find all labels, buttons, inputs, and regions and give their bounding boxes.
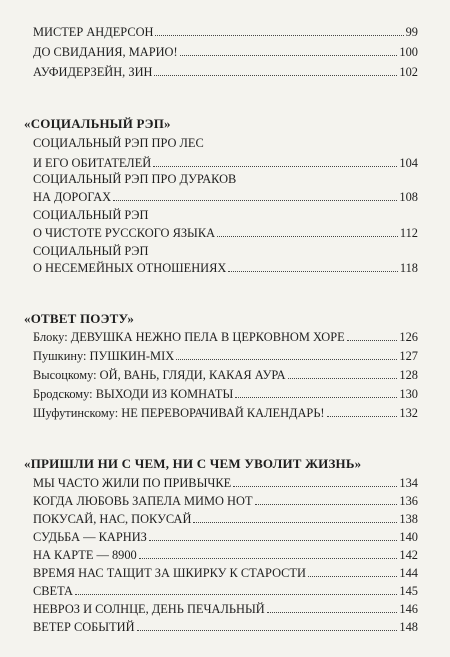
dot-leader <box>180 55 398 56</box>
toc-entry[interactable] <box>33 23 418 39</box>
dot-leader <box>154 75 397 76</box>
toc-entry[interactable] <box>33 618 418 634</box>
entry-page: 126 <box>399 330 418 344</box>
entry-page: 99 <box>405 25 418 39</box>
toc-entry[interactable] <box>33 404 418 420</box>
entry-page: 145 <box>399 584 418 598</box>
entry-page: 148 <box>399 620 418 634</box>
dot-leader <box>267 612 398 613</box>
entry-title: Блоку: ДЕВУШКА НЕЖНО ПЕЛА В ЦЕРКОВНОМ ХОРЕ <box>33 330 345 344</box>
toc-entry[interactable] <box>33 242 418 258</box>
dot-leader <box>153 166 397 167</box>
entry-title: СВЕТА <box>33 584 73 598</box>
entry-title: Пушкину: ПУШКИН-MIX <box>33 349 175 363</box>
entry-page: 132 <box>399 406 418 420</box>
dot-leader <box>149 540 398 541</box>
entry-title: Бродскому: ВЫХОДИ ИЗ КОМНАТЫ <box>33 387 234 401</box>
dot-leader <box>327 416 398 417</box>
toc-entry[interactable] <box>33 366 418 382</box>
dot-leader <box>235 397 397 398</box>
toc-entry[interactable] <box>33 63 418 79</box>
toc-entry[interactable] <box>33 154 418 170</box>
toc-entry[interactable] <box>33 224 418 240</box>
entry-title: СОЦИАЛЬНЫЙ РЭП ПРО ЛЕС <box>33 136 204 150</box>
entry-title: СУДЬБА — КАРНИЗ <box>33 530 147 544</box>
dot-leader <box>75 594 397 595</box>
entry-page: 140 <box>399 530 418 544</box>
toc-entry[interactable] <box>33 170 418 186</box>
entry-title: ВРЕМЯ НАС ТАЩИТ ЗА ШКИРКУ К СТАРОСТИ <box>33 566 306 580</box>
entry-title: ПОКУСАЙ, НАС, ПОКУСАЙ <box>33 512 192 526</box>
toc-entry[interactable] <box>33 328 418 344</box>
entry-page: 112 <box>399 226 418 240</box>
toc-entry[interactable] <box>33 582 418 598</box>
entry-page: 144 <box>399 566 418 580</box>
toc-entry[interactable] <box>33 600 418 616</box>
entry-title: Шуфутинскому: НЕ ПЕРЕВОРАЧИВАЙ КАЛЕНДАРЬ! <box>33 406 325 420</box>
toc-entry[interactable] <box>33 474 418 490</box>
dot-leader <box>228 271 398 272</box>
toc-entry[interactable] <box>33 528 418 544</box>
dot-leader <box>233 486 397 487</box>
entry-title: И ЕГО ОБИТАТЕЛЕЙ <box>33 156 152 170</box>
dot-leader <box>155 35 403 36</box>
dot-leader <box>193 522 397 523</box>
entry-page: 138 <box>399 512 418 526</box>
entry-title: СОЦИАЛЬНЫЙ РЭП ПРО ДУРАКОВ <box>33 172 237 186</box>
entry-title: О НЕСЕМЕЙНЫХ ОТНОШЕНИЯХ <box>33 261 227 275</box>
entry-title: СОЦИАЛЬНЫЙ РЭП <box>33 208 149 222</box>
section-title: «СОЦИАЛЬНЫЙ РЭП» <box>24 116 171 131</box>
section-title: «ПРИШЛИ НИ С ЧЕМ, НИ С ЧЕМ УВОЛИТ ЖИЗНЬ» <box>24 456 362 471</box>
toc-entry[interactable] <box>33 385 418 401</box>
toc-entry[interactable] <box>33 206 418 222</box>
entry-title: Высоцкому: ОЙ, ВАНЬ, ГЛЯДИ, КАКАЯ АУРА <box>33 368 286 382</box>
entry-page: 108 <box>399 190 418 204</box>
entry-title: СОЦИАЛЬНЫЙ РЭП <box>33 244 149 258</box>
entry-page: 146 <box>399 602 418 616</box>
entry-page: 128 <box>399 368 418 382</box>
toc-entry[interactable] <box>33 510 418 526</box>
entry-title: НА ДОРОГАХ <box>33 190 112 204</box>
dot-leader <box>288 378 398 379</box>
dot-leader <box>347 340 398 341</box>
entry-page: 102 <box>399 65 418 79</box>
toc-entry[interactable] <box>33 564 418 580</box>
entry-page: 100 <box>399 45 418 59</box>
toc-entry[interactable] <box>33 134 418 150</box>
toc-entry[interactable] <box>33 492 418 508</box>
entry-page: 142 <box>399 548 418 562</box>
entry-title: МЫ ЧАСТО ЖИЛИ ПО ПРИВЫЧКЕ <box>33 476 232 490</box>
dot-leader <box>255 504 398 505</box>
toc-entry[interactable] <box>33 188 418 204</box>
toc-entry[interactable] <box>33 259 418 275</box>
entry-title: АУФИДЕРЗЕЙН, ЗИН <box>33 65 153 79</box>
entry-page: 136 <box>399 494 418 508</box>
entry-page: 134 <box>399 476 418 490</box>
entry-title: НА КАРТЕ — 8900 <box>33 548 137 562</box>
entry-title: О ЧИСТОТЕ РУССКОГО ЯЗЫКА <box>33 226 216 240</box>
section-title: «ОТВЕТ ПОЭТУ» <box>24 311 135 326</box>
dot-leader <box>137 630 398 631</box>
entry-title: МИСТЕР АНДЕРСОН <box>33 25 154 39</box>
entry-title: ДО СВИДАНИЯ, МАРИО! <box>33 45 178 59</box>
entry-page: 130 <box>399 387 418 401</box>
entry-page: 127 <box>399 349 418 363</box>
dot-leader <box>139 558 398 559</box>
toc-entry[interactable] <box>33 43 418 59</box>
dot-leader <box>176 359 397 360</box>
dot-leader <box>308 576 397 577</box>
entry-page: 104 <box>399 156 418 170</box>
entry-title: НЕВРОЗ И СОЛНЦЕ, ДЕНЬ ПЕЧАЛЬНЫЙ <box>33 602 265 616</box>
entry-title: ВЕТЕР СОБЫТИЙ <box>33 620 135 634</box>
dot-leader <box>113 200 397 201</box>
entry-title: КОГДА ЛЮБОВЬ ЗАПЕЛА МИМО НОТ <box>33 494 253 508</box>
toc-entry[interactable] <box>33 546 418 562</box>
toc-entry[interactable] <box>33 347 418 363</box>
entry-page: 118 <box>399 261 418 275</box>
dot-leader <box>217 236 398 237</box>
